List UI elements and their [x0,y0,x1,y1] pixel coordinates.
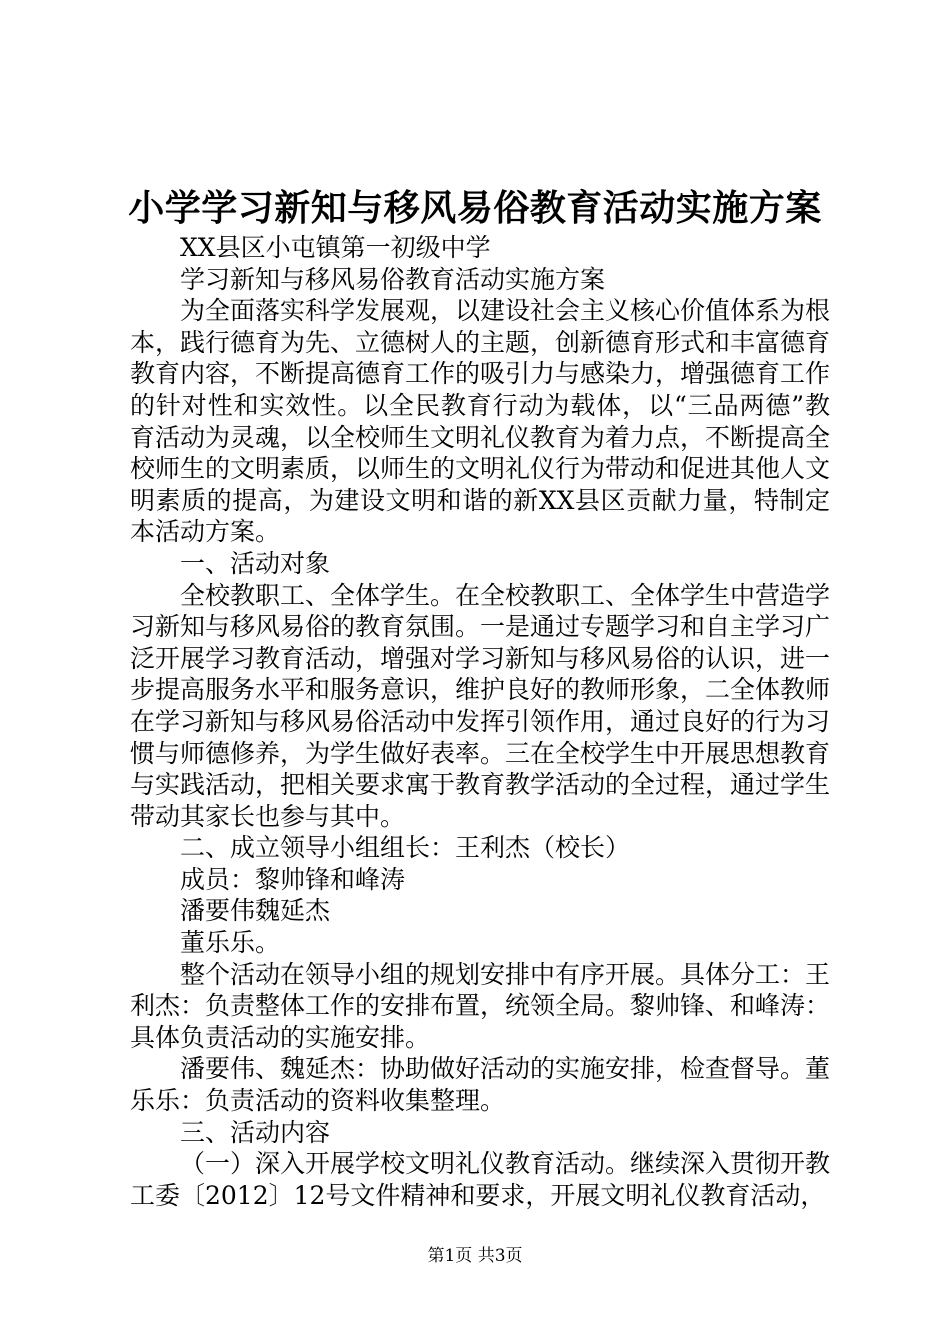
section-heading-targets: 一、活动对象 [180,548,331,578]
school-name-line: XX县区小屯镇第一初级中学 [180,233,491,262]
page-footer: 第1页 共3页 [427,1246,523,1266]
intro-paragraph: 为全面落实科学发展观，以建设社会主义核心价值体系为根本，践行德育为先、立德树人的主题，创新德育形式和丰富德育教育内容，不断提高德育工作的吸引力与感染力，增强德育工作的针对性和实效性。以全民教育行动为载体，以“三品两德”教育活动为灵魂，以全校师生文明礼仪教育为着力点，不断提高全校师生的文明素质，以师生的文明礼仪行为带动和促进其他人文明素质的提高，为建设文明和谐的新XX县区贡献力量，特制定本活动方案。 [130,296,831,547]
document-body [130,232,830,1211]
plan-subtitle-line: 学习新知与移风易俗教育活动实施方案 [180,264,606,294]
division-paragraph: 整个活动在领导小组的规划安排中有序开展。具体分工：王利杰：负责整体工作的安排布置，统领全局。黎帅锋、和峰涛：具体负责活动的实施安排。 [130,959,831,1052]
content-paragraph-1: （一）深入开展学校文明礼仪教育活动。继续深入贯彻开教工委〔2012〕12号文件精神和要求，开展文明礼仪教育活动， [130,1149,831,1210]
division-paragraph-2: 潘要伟、魏延杰：协助做好活动的实施安排，检查督导。董乐乐：负责活动的资料收集整理。 [130,1054,831,1116]
document-title: 小学学习新知与移风易俗教育活动实施方案 [128,187,822,229]
members-line: 成员：黎帅锋和峰涛 [180,864,406,894]
section-heading-content: 三、活动内容 [180,1117,331,1147]
targets-paragraph: 全校教职工、全体学生。在全校教职工、全体学生中营造学习新知与移风易俗的教育氛围。一是通过专题学习和自主学习广泛开展学习教育活动，增强对学习新知与移风易俗的认识，进一步提高服务水平和服务意识，维护良好的教师形象，二全体教师在学习新知与移风易俗活动中发挥引领作用，通过良好的行为习惯与师德修养，为学生做好表率。三在全校学生中开展思想教育与实践活动，把相关要求寓于教育教学活动的全过程，通过学生带动其家长也参与其中。 [130,580,831,831]
section-heading-leadership: 二、成立领导小组组长：王利杰（校长） [180,833,631,863]
members-line-3: 董乐乐。 [180,928,281,958]
members-line-2: 潘要伟魏延杰 [180,896,331,926]
